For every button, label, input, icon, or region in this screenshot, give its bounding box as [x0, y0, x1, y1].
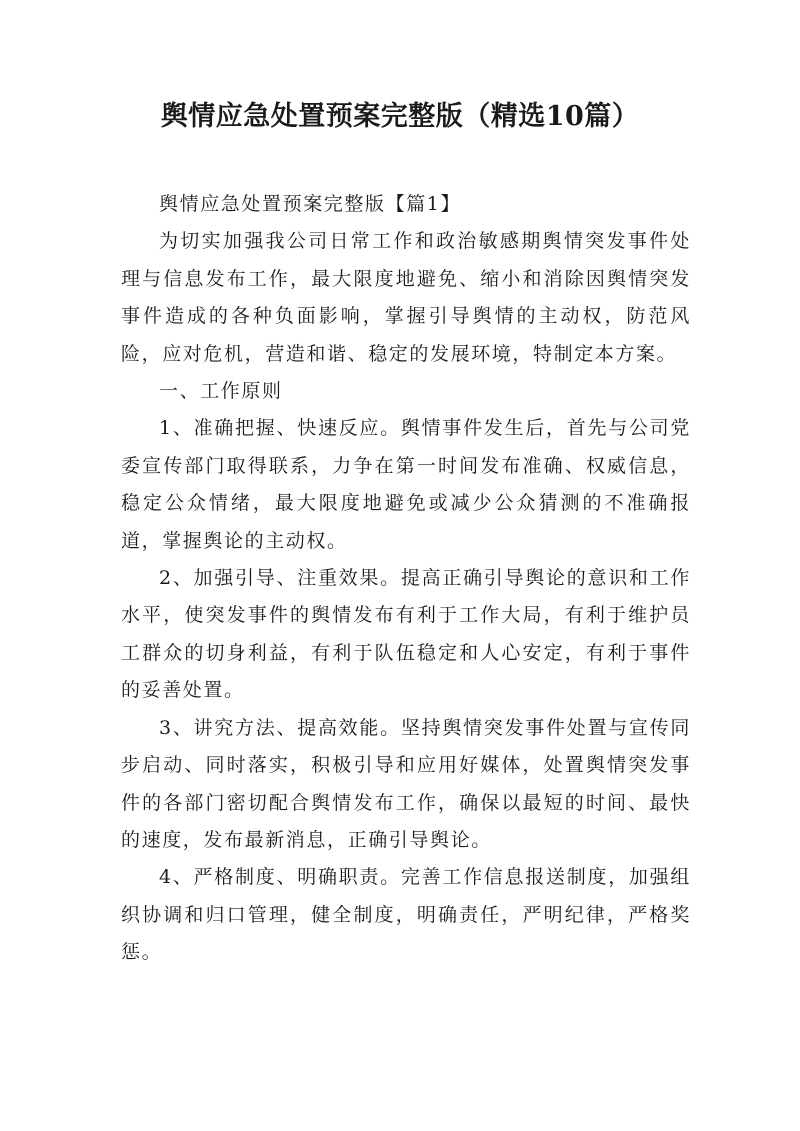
paragraph-intro: 为切实加强我公司日常工作和政治敏感期舆情突发事件处理与信息发布工作，最大限度地避免、缩小和消除因舆情突发事件造成的各种负面影响，掌握引导舆情的主动权，防范风险，应对危机，营造和谐、稳定的发展环境，特制定本方案。	[121, 230, 691, 365]
paragraph-principle-1: 1、准确把握、快速反应。舆情事件发生后，首先与公司党委宣传部门取得联系，力争在第一时间发布准确、权威信息，稳定公众情绪，最大限度地避免或减少公众猜测的不准确报道，掌握舆论的主动权。	[121, 417, 691, 552]
paragraph-principle-4: 4、严格制度、明确职责。完善工作信息报送制度，加强组织协调和归口管理，健全制度，明确责任，严明纪律，严格奖惩。	[121, 866, 691, 964]
section-subtitle: 舆情应急处置预案完整版【篇1】	[159, 193, 462, 215]
section-heading-principles: 一、工作原则	[159, 380, 283, 403]
paragraph-principle-3: 3、讲究方法、提高效能。坚持舆情突发事件处置与宣传同步启动、同时落实，积极引导和应用好媒体，处置舆情突发事件的各部门密切配合舆情发布工作，确保以最短的时间、最快的速度，发布最新消息，正确引导舆论。	[121, 716, 691, 851]
document-body	[121, 186, 691, 972]
document-title: 舆情应急处置预案完整版（精选10篇）	[160, 101, 640, 132]
paragraph-principle-2: 2、加强引导、注重效果。提高正确引导舆论的意识和工作水平，使突发事件的舆情发布有利于工作大局，有利于维护员工群众的切身利益，有利于队伍稳定和人心安定，有利于事件的妥善处置。	[121, 567, 691, 702]
